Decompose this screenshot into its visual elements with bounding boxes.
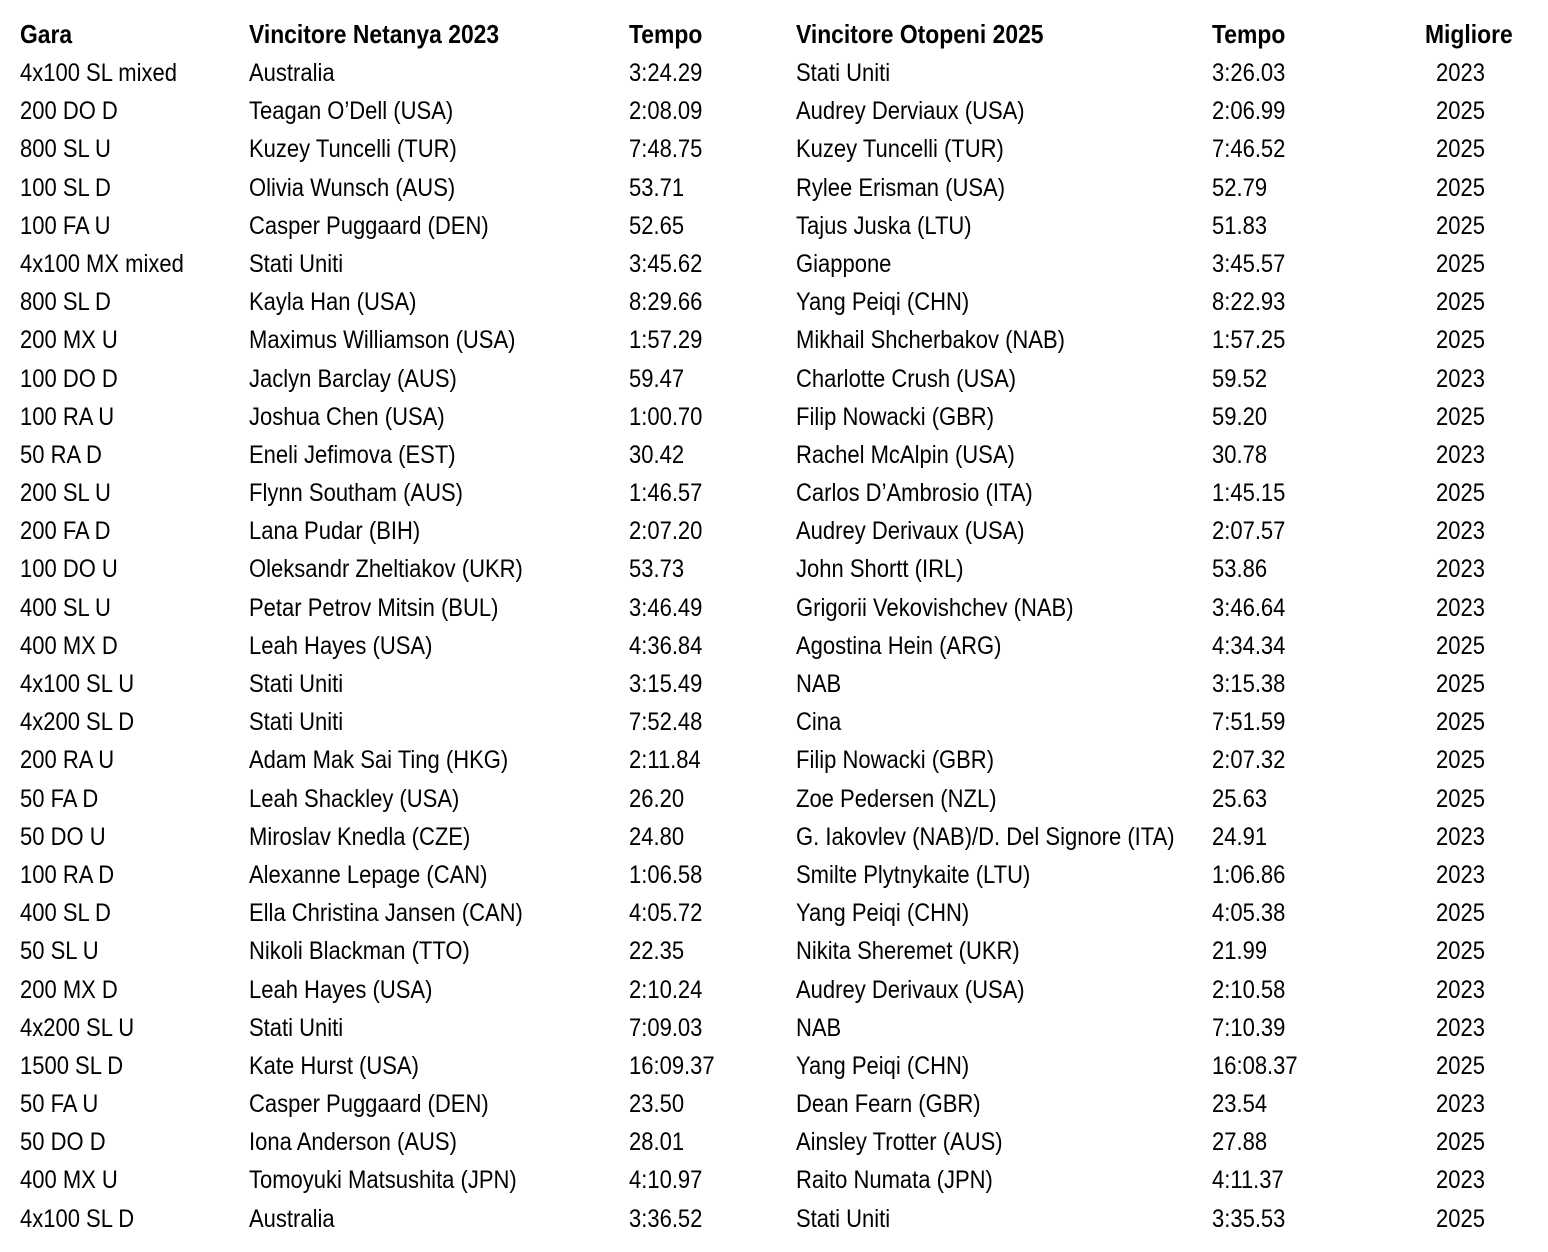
- header-time-2023: Tempo: [629, 19, 703, 49]
- cell-time-2023: 26.20: [629, 784, 685, 813]
- cell-time-2025: 27.88: [1212, 1128, 1268, 1157]
- cell-event: 1500 SL D: [20, 1051, 124, 1080]
- table-row: [0, 550, 1548, 588]
- table-row: [0, 1047, 1548, 1085]
- cell-time-2025: 3:26.03: [1212, 59, 1286, 87]
- cell-best: 2025: [1436, 211, 1485, 240]
- cell-winner-2025: Tajus Juska (LTU): [796, 211, 972, 240]
- results-table: [0, 14, 1548, 1238]
- table-row: [0, 1200, 1548, 1238]
- table-row: [0, 1161, 1548, 1199]
- cell-winner-2023: Kate Hurst (USA): [249, 1051, 419, 1080]
- cell-time-2023: 3:15.49: [629, 670, 703, 698]
- table-row: [0, 92, 1548, 130]
- cell-time-2023: 3:36.52: [629, 1204, 703, 1233]
- cell-best: 2023: [1436, 1166, 1485, 1195]
- cell-event: 400 SL U: [20, 593, 111, 622]
- cell-time-2025: 16:08.37: [1212, 1051, 1298, 1080]
- cell-time-2023: 3:24.29: [629, 59, 703, 87]
- cell-winner-2023: Tomoyuki Matsushita (JPN): [249, 1166, 517, 1195]
- cell-winner-2025: Carlos D’Ambrosio (ITA): [796, 479, 1033, 508]
- cell-event: 400 SL D: [20, 899, 111, 928]
- table-row: [0, 856, 1548, 894]
- cell-time-2025: 8:22.93: [1212, 288, 1286, 317]
- cell-winner-2023: Teagan O’Dell (USA): [249, 97, 454, 126]
- cell-winner-2025: Rachel McAlpin (USA): [796, 440, 1015, 469]
- cell-winner-2023: Miroslav Knedla (CZE): [249, 822, 471, 851]
- cell-time-2023: 3:45.62: [629, 249, 703, 278]
- cell-best: 2025: [1436, 135, 1485, 164]
- table-row: [0, 780, 1548, 818]
- cell-winner-2023: Stati Uniti: [249, 670, 344, 698]
- cell-time-2023: 2:08.09: [629, 97, 703, 126]
- cell-winner-2025: Stati Uniti: [796, 59, 891, 87]
- cell-best: 2023: [1436, 555, 1485, 584]
- cell-winner-2025: Yang Peiqi (CHN): [796, 899, 970, 928]
- cell-event: 800 SL D: [20, 288, 111, 317]
- header-event: Gara: [20, 19, 73, 49]
- cell-event: 200 MX D: [20, 975, 118, 1004]
- cell-winner-2023: Ella Christina Jansen (CAN): [249, 899, 523, 928]
- table-row: [0, 1123, 1548, 1161]
- cell-best: 2025: [1436, 288, 1485, 317]
- cell-time-2023: 4:05.72: [629, 899, 703, 928]
- cell-best: 2025: [1436, 899, 1485, 928]
- table-row: [0, 130, 1548, 168]
- cell-time-2025: 21.99: [1212, 937, 1268, 966]
- cell-event: 100 RA D: [20, 860, 115, 889]
- header-time-2025: Tempo: [1212, 19, 1286, 49]
- cell-time-2025: 1:06.86: [1212, 860, 1286, 889]
- cell-time-2025: 30.78: [1212, 440, 1268, 469]
- cell-winner-2025: Audrey Derviaux (USA): [796, 97, 1025, 126]
- cell-time-2023: 7:52.48: [629, 708, 703, 737]
- cell-winner-2023: Flynn Southam (AUS): [249, 479, 463, 508]
- cell-time-2025: 3:46.64: [1212, 593, 1286, 622]
- cell-winner-2025: Stati Uniti: [796, 1204, 891, 1233]
- cell-winner-2025: Yang Peiqi (CHN): [796, 288, 970, 317]
- cell-winner-2025: Charlotte Crush (USA): [796, 364, 1017, 393]
- cell-winner-2025: Ainsley Trotter (AUS): [796, 1128, 1003, 1157]
- table-row: [0, 398, 1548, 436]
- cell-time-2023: 1:06.58: [629, 860, 703, 889]
- table-row: [0, 971, 1548, 1009]
- cell-winner-2025: Dean Fearn (GBR): [796, 1090, 981, 1119]
- cell-time-2023: 23.50: [629, 1090, 685, 1119]
- cell-best: 2025: [1436, 402, 1485, 431]
- cell-best: 2023: [1436, 1090, 1485, 1119]
- cell-time-2023: 8:29.66: [629, 288, 703, 317]
- cell-time-2025: 51.83: [1212, 211, 1268, 240]
- cell-time-2023: 1:57.29: [629, 326, 703, 355]
- cell-winner-2025: NAB: [796, 670, 842, 698]
- cell-time-2025: 1:57.25: [1212, 326, 1286, 355]
- cell-best: 2023: [1436, 975, 1485, 1004]
- cell-time-2023: 4:10.97: [629, 1166, 703, 1195]
- cell-winner-2023: Kuzey Tuncelli (TUR): [249, 135, 457, 164]
- cell-event: 200 DO D: [20, 97, 118, 126]
- cell-event: 50 DO D: [20, 1128, 106, 1157]
- cell-time-2023: 2:11.84: [629, 746, 701, 775]
- table-row: [0, 169, 1548, 207]
- header-best: Migliore: [1425, 19, 1513, 49]
- cell-best: 2023: [1436, 59, 1485, 87]
- cell-event: 100 DO D: [20, 364, 118, 393]
- cell-time-2023: 2:10.24: [629, 975, 703, 1004]
- cell-time-2023: 22.35: [629, 937, 685, 966]
- cell-winner-2025: Cina: [796, 708, 842, 737]
- cell-winner-2023: Leah Hayes (USA): [249, 975, 433, 1004]
- cell-best: 2025: [1436, 746, 1485, 775]
- cell-time-2023: 2:07.20: [629, 517, 703, 546]
- cell-time-2025: 52.79: [1212, 173, 1268, 202]
- table-row: [0, 321, 1548, 359]
- cell-event: 200 FA D: [20, 517, 111, 546]
- cell-time-2025: 4:05.38: [1212, 899, 1286, 928]
- cell-best: 2025: [1436, 249, 1485, 278]
- cell-time-2025: 24.91: [1212, 822, 1268, 851]
- cell-best: 2025: [1436, 97, 1485, 126]
- table-body: [0, 54, 1548, 1238]
- cell-event: 4x100 SL mixed: [20, 59, 177, 87]
- cell-winner-2023: Leah Hayes (USA): [249, 631, 433, 660]
- cell-event: 4x100 SL U: [20, 670, 135, 698]
- cell-winner-2023: Casper Puggaard (DEN): [249, 211, 489, 240]
- cell-winner-2025: Kuzey Tuncelli (TUR): [796, 135, 1004, 164]
- cell-winner-2023: Jaclyn Barclay (AUS): [249, 364, 457, 393]
- cell-winner-2023: Olivia Wunsch (AUS): [249, 173, 456, 202]
- cell-winner-2025: Filip Nowacki (GBR): [796, 402, 995, 431]
- cell-time-2023: 28.01: [629, 1128, 685, 1157]
- cell-time-2025: 2:07.57: [1212, 517, 1286, 546]
- cell-winner-2023: Stati Uniti: [249, 708, 344, 737]
- cell-event: 50 FA U: [20, 1090, 99, 1119]
- cell-time-2023: 53.73: [629, 555, 685, 584]
- cell-time-2025: 2:06.99: [1212, 97, 1286, 126]
- cell-best: 2025: [1436, 784, 1485, 813]
- table-row: [0, 932, 1548, 970]
- cell-event: 200 MX U: [20, 326, 118, 355]
- cell-best: 2023: [1436, 1013, 1485, 1042]
- cell-winner-2023: Stati Uniti: [249, 249, 344, 278]
- cell-winner-2023: Leah Shackley (USA): [249, 784, 460, 813]
- cell-event: 400 MX D: [20, 631, 118, 660]
- cell-best: 2025: [1436, 1204, 1485, 1233]
- table-row: [0, 512, 1548, 550]
- cell-time-2023: 1:00.70: [629, 402, 703, 431]
- cell-winner-2023: Nikoli Blackman (TTO): [249, 937, 470, 966]
- cell-winner-2025: Giappone: [796, 249, 892, 278]
- cell-time-2025: 3:15.38: [1212, 670, 1286, 698]
- table-row: [0, 894, 1548, 932]
- cell-time-2025: 3:35.53: [1212, 1204, 1286, 1233]
- table-row: [0, 245, 1548, 283]
- cell-winner-2025: Audrey Derivaux (USA): [796, 975, 1025, 1004]
- cell-best: 2023: [1436, 593, 1485, 622]
- cell-winner-2023: Stati Uniti: [249, 1013, 344, 1042]
- cell-time-2025: 25.63: [1212, 784, 1268, 813]
- cell-best: 2025: [1436, 937, 1485, 966]
- cell-best: 2023: [1436, 822, 1485, 851]
- cell-winner-2023: Iona Anderson (AUS): [249, 1128, 457, 1157]
- cell-winner-2023: Maximus Williamson (USA): [249, 326, 516, 355]
- cell-best: 2025: [1436, 631, 1485, 660]
- cell-time-2023: 24.80: [629, 822, 685, 851]
- cell-best: 2023: [1436, 860, 1485, 889]
- cell-event: 100 RA U: [20, 402, 115, 431]
- cell-winner-2023: Adam Mak Sai Ting (HKG): [249, 746, 509, 775]
- table-row: [0, 703, 1548, 741]
- cell-best: 2023: [1436, 364, 1485, 393]
- cell-event: 4x200 SL D: [20, 708, 135, 737]
- cell-time-2025: 2:10.58: [1212, 975, 1286, 1004]
- cell-event: 50 DO U: [20, 822, 106, 851]
- cell-winner-2025: Grigorii Vekovishchev (NAB): [796, 593, 1074, 622]
- cell-event: 400 MX U: [20, 1166, 118, 1195]
- cell-best: 2025: [1436, 708, 1485, 737]
- cell-best: 2025: [1436, 670, 1485, 698]
- table-row: [0, 741, 1548, 779]
- cell-best: 2025: [1436, 173, 1485, 202]
- cell-winner-2023: Kayla Han (USA): [249, 288, 417, 317]
- cell-best: 2025: [1436, 1128, 1485, 1157]
- cell-time-2025: 2:07.32: [1212, 746, 1286, 775]
- table-row: [0, 627, 1548, 665]
- cell-time-2025: 1:45.15: [1212, 479, 1286, 508]
- cell-winner-2025: Audrey Derivaux (USA): [796, 517, 1025, 546]
- table-row: [0, 283, 1548, 321]
- cell-winner-2023: Lana Pudar (BIH): [249, 517, 421, 546]
- cell-time-2023: 59.47: [629, 364, 685, 393]
- cell-best: 2025: [1436, 1051, 1485, 1080]
- cell-event: 100 SL D: [20, 173, 111, 202]
- cell-event: 50 RA D: [20, 440, 102, 469]
- cell-event: 200 RA U: [20, 746, 115, 775]
- cell-time-2023: 30.42: [629, 440, 685, 469]
- table-row: [0, 54, 1548, 92]
- cell-winner-2025: Rylee Erisman (USA): [796, 173, 1006, 202]
- cell-event: 200 SL U: [20, 479, 111, 508]
- cell-winner-2025: Agostina Hein (ARG): [796, 631, 1002, 660]
- cell-winner-2023: Australia: [249, 1204, 335, 1233]
- cell-time-2023: 4:36.84: [629, 631, 703, 660]
- cell-winner-2023: Casper Puggaard (DEN): [249, 1090, 489, 1119]
- table-row: [0, 360, 1548, 398]
- cell-time-2025: 59.52: [1212, 364, 1268, 393]
- cell-winner-2025: NAB: [796, 1013, 842, 1042]
- cell-event: 50 FA D: [20, 784, 99, 813]
- cell-winner-2023: Joshua Chen (USA): [249, 402, 445, 431]
- cell-time-2023: 16:09.37: [629, 1051, 715, 1080]
- cell-time-2023: 52.65: [629, 211, 685, 240]
- cell-time-2025: 4:11.37: [1212, 1166, 1284, 1195]
- table-row: [0, 818, 1548, 856]
- cell-best: 2025: [1436, 479, 1485, 508]
- cell-time-2023: 3:46.49: [629, 593, 703, 622]
- cell-time-2025: 59.20: [1212, 402, 1268, 431]
- cell-time-2025: 23.54: [1212, 1090, 1268, 1119]
- cell-best: 2023: [1436, 440, 1485, 469]
- table-row: [0, 436, 1548, 474]
- cell-winner-2025: G. Iakovlev (NAB)/D. Del Signore (ITA): [796, 822, 1175, 851]
- cell-time-2023: 7:09.03: [629, 1013, 703, 1042]
- cell-event: 100 FA U: [20, 211, 111, 240]
- cell-winner-2025: John Shortt (IRL): [796, 555, 964, 584]
- cell-event: 800 SL U: [20, 135, 111, 164]
- cell-time-2025: 3:45.57: [1212, 249, 1286, 278]
- cell-winner-2023: Oleksandr Zheltiakov (UKR): [249, 555, 523, 584]
- table-header-row: [0, 14, 1548, 54]
- cell-time-2025: 4:34.34: [1212, 631, 1286, 660]
- cell-winner-2025: Yang Peiqi (CHN): [796, 1051, 970, 1080]
- cell-time-2023: 53.71: [629, 173, 685, 202]
- cell-winner-2025: Filip Nowacki (GBR): [796, 746, 995, 775]
- cell-winner-2023: Alexanne Lepage (CAN): [249, 860, 488, 889]
- cell-winner-2025: Raito Numata (JPN): [796, 1166, 993, 1195]
- table-row: [0, 1009, 1548, 1047]
- cell-winner-2025: Smilte Plytnykaite (LTU): [796, 860, 1031, 889]
- header-winner-2025: Vincitore Otopeni 2025: [796, 19, 1044, 49]
- cell-event: 4x200 SL U: [20, 1013, 135, 1042]
- table-row: [0, 665, 1548, 703]
- cell-winner-2023: Eneli Jefimova (EST): [249, 440, 456, 469]
- cell-event: 50 SL U: [20, 937, 99, 966]
- cell-winner-2025: Mikhail Shcherbakov (NAB): [796, 326, 1065, 355]
- cell-event: 4x100 MX mixed: [20, 249, 184, 278]
- cell-winner-2023: Australia: [249, 59, 335, 87]
- header-winner-2023: Vincitore Netanya 2023: [249, 19, 500, 49]
- cell-best: 2025: [1436, 326, 1485, 355]
- cell-time-2025: 7:51.59: [1212, 708, 1286, 737]
- cell-time-2025: 53.86: [1212, 555, 1268, 584]
- cell-time-2023: 1:46.57: [629, 479, 703, 508]
- cell-winner-2023: Petar Petrov Mitsin (BUL): [249, 593, 499, 622]
- cell-time-2025: 7:10.39: [1212, 1013, 1286, 1042]
- table-row: [0, 1085, 1548, 1123]
- cell-time-2023: 7:48.75: [629, 135, 703, 164]
- cell-event: 4x100 SL D: [20, 1204, 135, 1233]
- cell-winner-2025: Zoe Pedersen (NZL): [796, 784, 997, 813]
- cell-event: 100 DO U: [20, 555, 118, 584]
- cell-best: 2023: [1436, 517, 1485, 546]
- table-row: [0, 474, 1548, 512]
- cell-winner-2025: Nikita Sheremet (UKR): [796, 937, 1020, 966]
- table-row: [0, 589, 1548, 627]
- cell-time-2025: 7:46.52: [1212, 135, 1286, 164]
- table-row: [0, 207, 1548, 245]
